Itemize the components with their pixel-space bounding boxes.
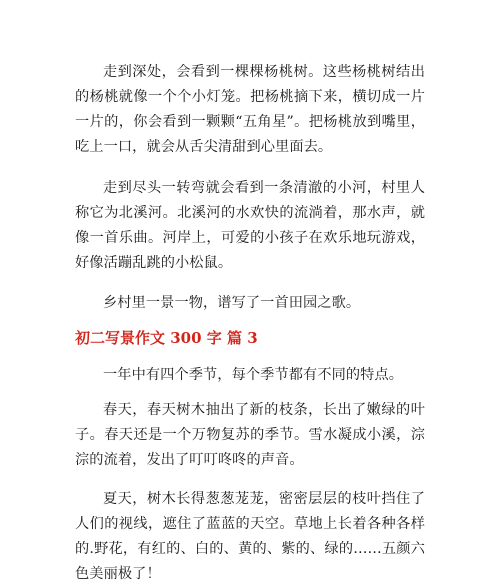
paragraph-summer: 夏天，树木长得葱葱茏茏，密密层层的枝叶挡住了人们的视线，遮住了蓝蓝的天空。草地上长着各种各样的.野花，有红的、白的、黄的、紫的、绿的……五颜六色美丽极了！	[75, 491, 425, 582]
paragraph-north-creek: 走到尽头一转弯就会看到一条清澈的小河，村里人称它为北溪河。北溪河的水欢快的流淌着，那水声，就像一首乐曲。河岸上，可爱的小孩子在欢乐地玩游戏，好像活蹦乱跳的小松鼠。	[75, 180, 425, 271]
paragraph-four-seasons: 一年中有四个季节，每个季节都有不同的特点。	[103, 367, 404, 383]
paragraph-starfruit-trees: 走到深处，会看到一棵棵杨桃树。这些杨桃树结出的杨桃就像一个个小灯笼。把杨桃摘下来，横切成一片一片的，你会看到一颗颗“五角星”。把杨桃放到嘴里，吃上一口，就会从舌尖清甜到心里面去。	[75, 64, 425, 155]
paragraph-spring: 春天，春天树木抽出了新的枝条，长出了嫩绿的叶子。春天还是一个万物复苏的季节。雪水凝成小溪，淙淙的流着，发出了叮叮咚咚的声音。	[75, 402, 425, 468]
paragraph-pastoral-song: 乡村里一景一物，谱写了一首田园之歌。	[103, 295, 361, 311]
section-heading: 初二写景作文 300 字 篇 3	[75, 329, 258, 347]
